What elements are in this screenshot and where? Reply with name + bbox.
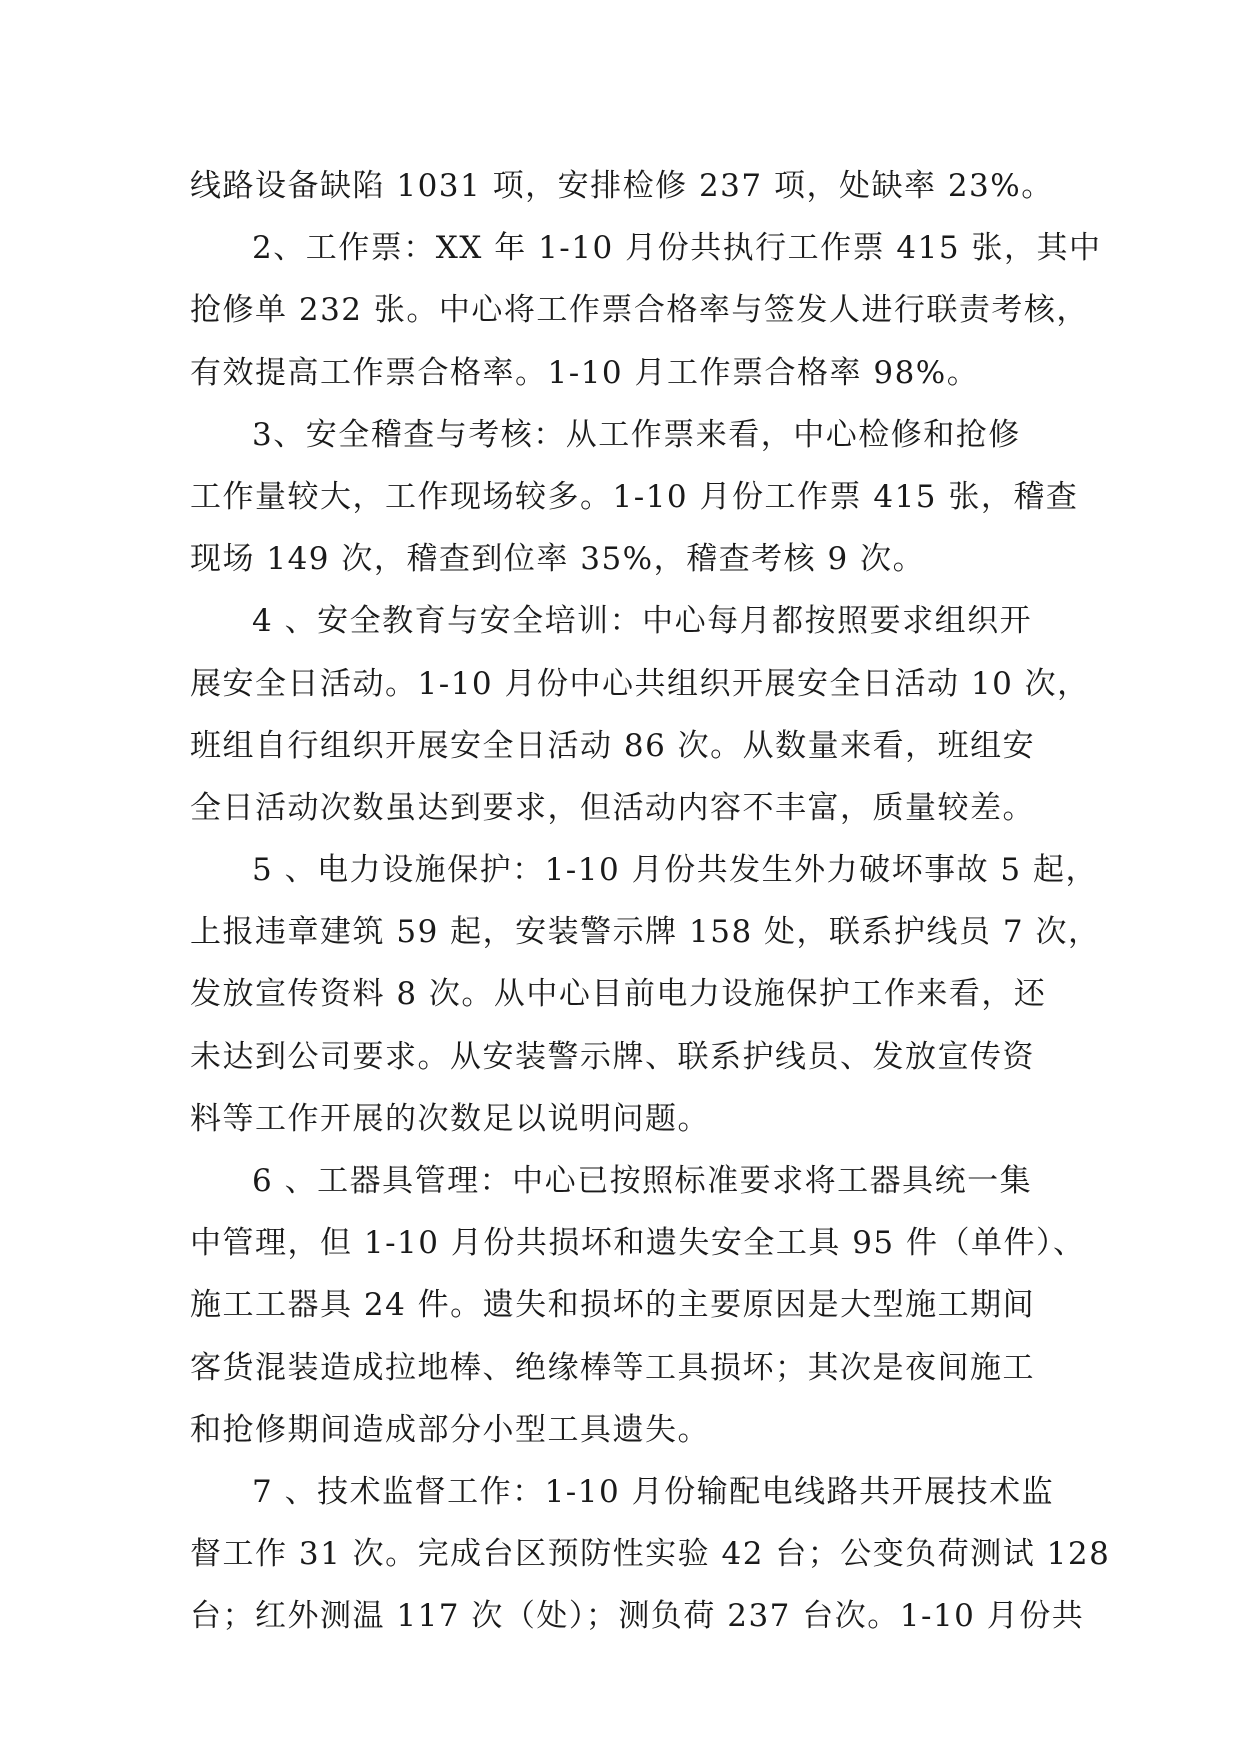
text-line: 抢修单 232 张。中心将工作票合格率与签发人进行联责考核，	[190, 292, 1089, 329]
text-line: 客货混装造成拉地棒、绝缘棒等工具损坏；其次是夜间施工	[190, 1349, 1035, 1386]
text-line: 班组自行组织开展安全日活动 86 次。从数量来看，班组安	[190, 727, 1036, 764]
text-line: 展安全日活动。1-10 月份中心共组织开展安全日活动 10 次，	[190, 665, 1090, 702]
text-line: 发放宣传资料 8 次。从中心目前电力设施保护工作来看，还	[190, 976, 1047, 1013]
text-line: 施工工器具 24 件。遗失和损坏的主要原因是大型施工期间	[190, 1287, 1036, 1324]
text-line: 督工作 31 次。完成台区预防性实验 42 台；公变负荷测试 128	[190, 1536, 1111, 1573]
text-line: 和抢修期间造成部分小型工具遗失。	[190, 1411, 710, 1448]
text-line: 3、安全稽查与考核：从工作票来看，中心检修和抢修	[252, 416, 1021, 453]
text-line: 工作量较大，工作现场较多。1-10 月份工作票 415 张，稽查	[190, 478, 1079, 515]
text-line: 线路设备缺陷 1031 项，安排检修 237 项，处缺率 23%。	[190, 168, 1054, 204]
body-text	[190, 155, 1111, 1648]
text-line: 5 、电力设施保护：1-10 月份共发生外力破坏事故 5 起，	[252, 852, 1099, 889]
text-line: 上报违章建筑 59 起，安装警示牌 158 处，联系护线员 7 次，	[190, 914, 1101, 951]
text-line: 2、工作票：XX 年 1-10 月份共执行工作票 415 张，其中	[252, 230, 1102, 267]
text-line: 料等工作开展的次数足以说明问题。	[190, 1100, 710, 1137]
text-line: 6 、工器具管理：中心已按照标准要求将工器具统一集	[252, 1163, 1033, 1199]
text-line: 全日活动次数虽达到要求，但活动内容不丰富，质量较差。	[190, 789, 1035, 826]
text-line: 有效提高工作票合格率。1-10 月工作票合格率 98%。	[190, 354, 980, 391]
text-line: 7 、技术监督工作：1-10 月份输配电线路共开展技术监	[252, 1473, 1055, 1510]
text-line: 4 、安全教育与安全培训：中心每月都按照要求组织开	[252, 603, 1033, 640]
text-line: 未达到公司要求。从安装警示牌、联系护线员、发放宣传资	[190, 1038, 1035, 1075]
text-line: 中管理，但 1-10 月份共损坏和遗失安全工具 95 件（单件）、	[190, 1225, 1086, 1262]
text-line: 现场 149 次，稽查到位率 35%，稽查考核 9 次。	[190, 541, 926, 578]
text-line: 台；红外测温 117 次（处）；测负荷 237 台次。1-10 月份共	[190, 1598, 1085, 1635]
